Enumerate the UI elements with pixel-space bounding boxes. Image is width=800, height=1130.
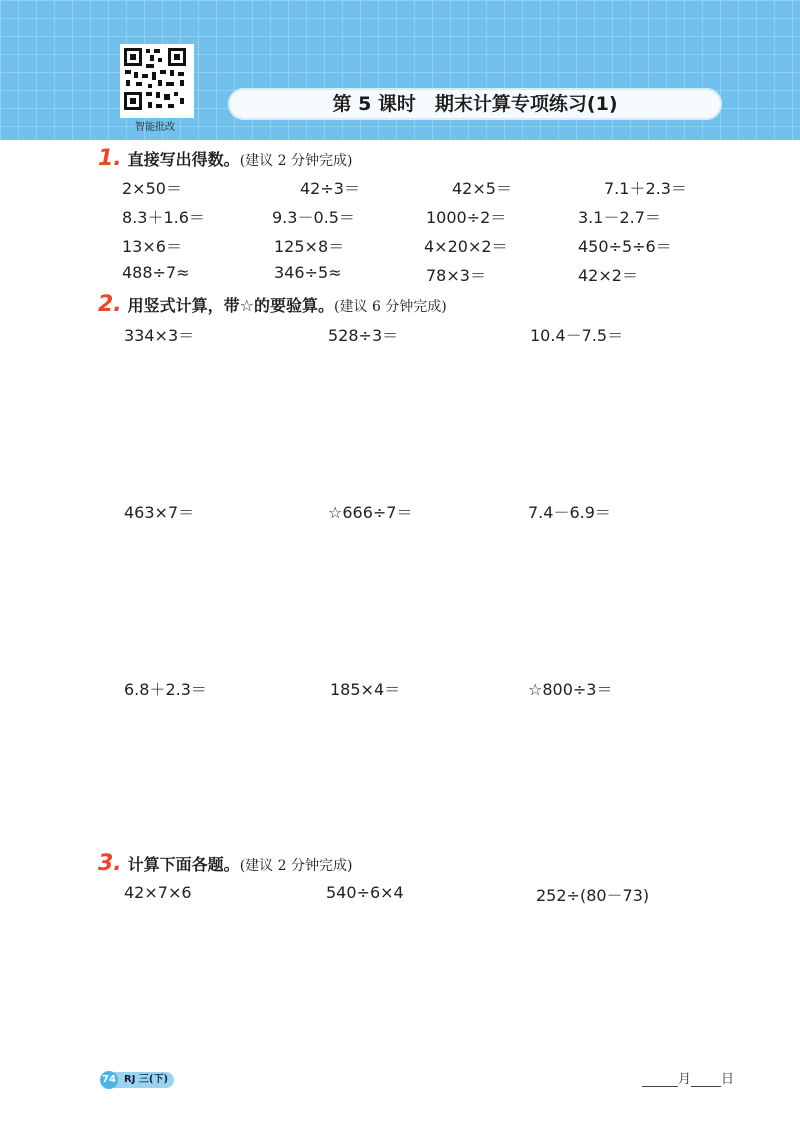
section-1-title: 直接写出得数。 (127, 150, 240, 169)
page-title: 第 5 课时 期末计算专项练习(1) (332, 93, 618, 115)
month-label: 月 (678, 1072, 692, 1087)
section-3-number: 3. (98, 851, 122, 876)
q1-item: 125×8＝ (274, 237, 345, 256)
title-bar (228, 88, 722, 120)
date-field[interactable] (642, 1068, 734, 1087)
q2-item: 528÷3＝ (328, 326, 399, 345)
header-band (0, 0, 800, 140)
q2-item: ☆666÷7＝ (328, 503, 413, 522)
qr-code-icon[interactable] (120, 44, 194, 118)
q2-item: 185×4＝ (330, 680, 401, 699)
q1-item: 7.1＋2.3＝ (604, 179, 687, 198)
q1-item: 13×6＝ (122, 237, 182, 256)
qr-label: 智能批改 (135, 122, 175, 133)
month-blank[interactable] (642, 1072, 678, 1087)
q1-item: 4×20×2＝ (424, 237, 508, 256)
page-number: 74 (100, 1071, 118, 1089)
q1-item: 450÷5÷6＝ (578, 237, 672, 256)
q2-item: 7.4－6.9＝ (528, 503, 611, 522)
q3-item: 42×7×6 (124, 883, 192, 902)
day-blank[interactable] (691, 1072, 721, 1087)
section-3-hint: (建议 2 分钟完成) (239, 858, 353, 874)
section-1-heading (98, 146, 352, 171)
q1-item: 488÷7≈ (122, 263, 190, 282)
section-2-hint: (建议 6 分钟完成) (334, 299, 447, 315)
q2-item: 10.4－7.5＝ (530, 326, 624, 345)
footer-badge (100, 1071, 188, 1089)
q1-item: 78×3＝ (426, 266, 486, 285)
q1-item: 42×2＝ (578, 266, 638, 285)
section-1-hint: (建议 2 分钟完成) (239, 153, 353, 169)
q1-item: 1000÷2＝ (426, 208, 507, 227)
section-2-number: 2. (98, 292, 122, 317)
day-label: 日 (721, 1072, 735, 1087)
q2-item: 463×7＝ (124, 503, 195, 522)
q1-item: 42×5＝ (452, 179, 512, 198)
q2-item: ☆800÷3＝ (528, 680, 613, 699)
q1-item: 2×50＝ (122, 179, 182, 198)
q1-item: 8.3＋1.6＝ (122, 208, 205, 227)
q1-item: 346÷5≈ (274, 263, 342, 282)
grade-label: RJ 三(下) (114, 1072, 174, 1088)
section-2-title: 用竖式计算，带☆的要验算。 (127, 296, 335, 315)
q1-item: 3.1－2.7＝ (578, 208, 661, 227)
section-1-number: 1. (98, 146, 122, 171)
section-2-heading (98, 292, 447, 317)
q3-item: 540÷6×4 (326, 883, 404, 902)
q1-item: 9.3－0.5＝ (272, 208, 355, 227)
section-3-heading (98, 851, 352, 876)
q2-item: 6.8＋2.3＝ (124, 680, 207, 699)
q1-item: 42÷3＝ (300, 179, 360, 198)
section-3-title: 计算下面各题。 (127, 855, 240, 874)
q2-item: 334×3＝ (124, 326, 195, 345)
q3-item: 252÷(80－73) (536, 886, 650, 905)
